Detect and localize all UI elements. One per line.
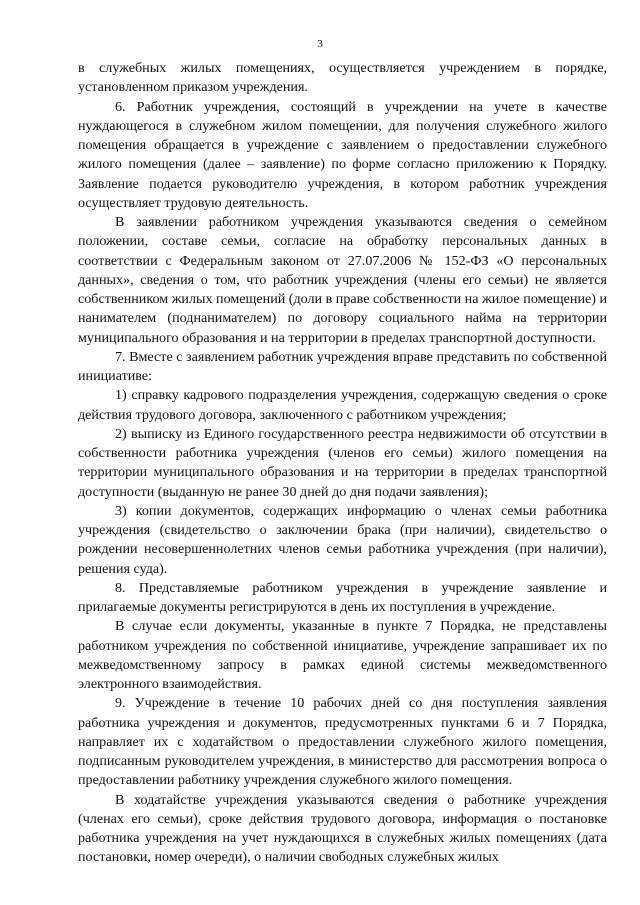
paragraph: В случае если документы, указанные в пункте 7 Порядка, не представлены работником учреждения по собственной инициативе, учреждение запрашивает их по межведомственному запросу в рамках единой системы межведомственного электронного взаимодействия. — [78, 618, 607, 692]
paragraph: В ходатайстве учреждения указываются сведения о работнике учреждения (членах его семьи), сроке действия трудового договора, информация о постановке работника учреждения на учет нуждающихся в служебных жилых помещениях (дата постановки, номер очереди), о наличии свободных служебных жилых — [78, 791, 607, 866]
page-number: 3 — [317, 38, 323, 50]
paragraph: 2) выписку из Единого государственного реестра недвижимости об отсутствии в собственности работника учреждения (членов его семьи) жилого помещения на территории муниципального образования и на территории в пределах транспортной доступности (выданную не ранее 30 дней до дня подачи заявления); — [78, 425, 607, 500]
paragraph: 7. Вместе с заявлением работник учреждения вправе представить по собственной инициативе: — [78, 348, 607, 384]
paragraph: В заявлении работником учреждения указываются сведения о семейном положении, составе семьи, согласие на обработку персональных данных в соответствии с Федеральным законом от 27.07.2006 № 152-ФЗ «О персональных данных», сведения о том, что работник учреждения (члены его семьи) не является собственником жилых помещений (доли в праве собственности на жилое помещение) и нанимателем (поднанимателем) по договору социального найма на территории муниципального образования и на территории в пределах транспортной доступности. — [78, 214, 608, 346]
paragraph: 1) справку кадрового подразделения учреждения, содержащую сведения о сроке действия трудового договора, заключенного с работником учреждения; — [78, 387, 607, 423]
paragraph: 6. Работник учреждения, состоящий в учреждении на учете в качестве нуждающегося в служебном жилом помещении, для получения служебного жилого помещения обращается в учреждение с заявлением о предоставлении служебного жилого помещения (далее – заявление) по форме согласно приложению к Порядку. Заявление подается руководителю учреждения, в котором работник учреждения осуществляет трудовую деятельность. — [78, 98, 607, 211]
paragraph: 3) копии документов, содержащих информацию о членах семьи работника учреждения (свидетельство о заключении брака (при наличии), свидетельство о рождении несовершеннолетних членов семьи работника учреждения (при наличии), решения суда). — [78, 502, 607, 577]
paragraph: 8. Представляемые работником учреждения в учреждение заявление и прилагаемые документы регистрируются в день их поступления в учреждение. — [78, 579, 607, 615]
paragraph: 9. Учреждение в течение 10 рабочих дней со дня поступления заявления работника учреждения и документов, предусмотренных пунктами 6 и 7 Порядка, направляет их с ходатайством о предоставлении служебного жилого помещения, подписанным руководителем учреждения, в министерство для рассмотрения вопроса о предоставлении работнику учреждения служебного жилого помещения. — [78, 695, 607, 789]
paragraph: в служебных жилых помещениях, осуществляется учреждением в порядке, установленном приказом учреждения. — [78, 60, 607, 96]
document-body — [78, 59, 607, 868]
